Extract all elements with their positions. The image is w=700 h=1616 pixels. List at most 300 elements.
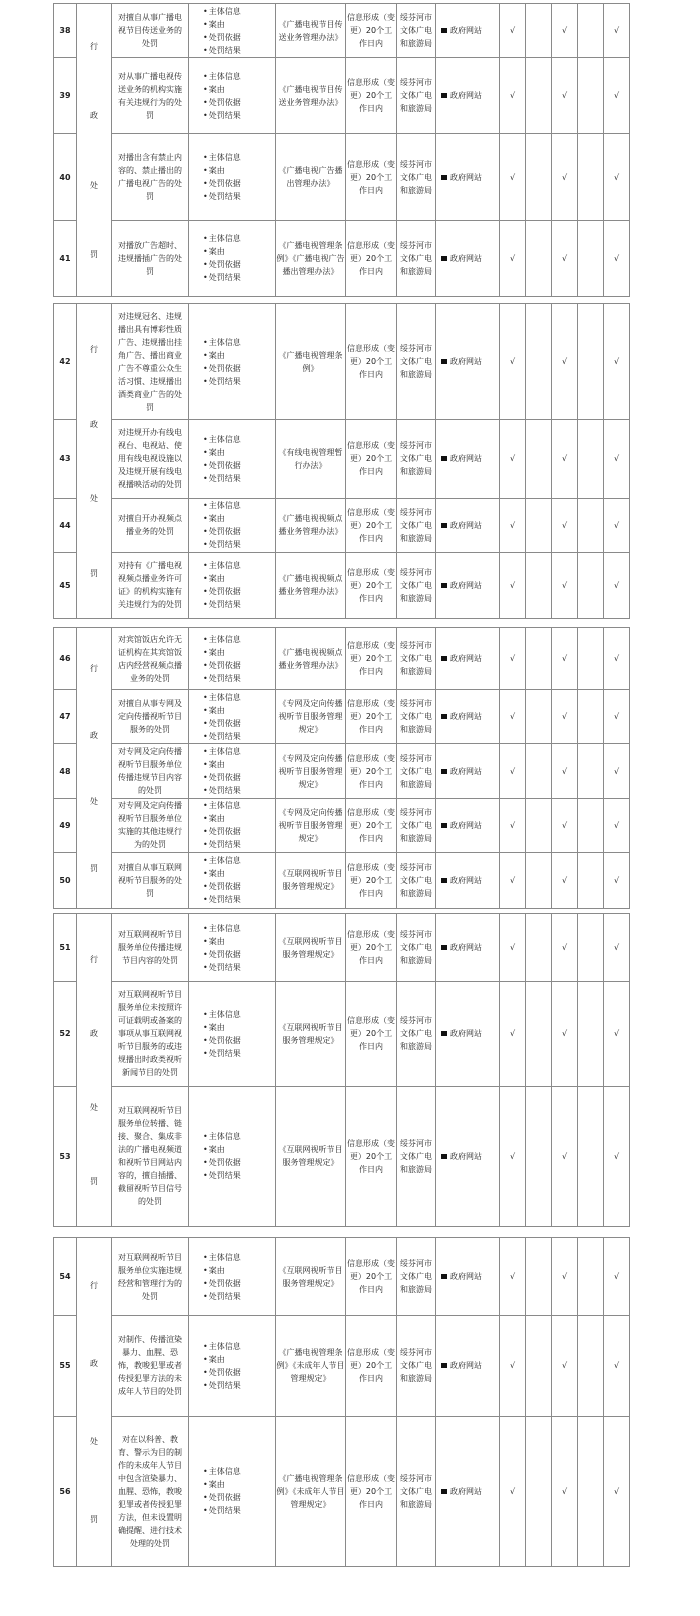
- content-item: • 处罚依据: [203, 1034, 275, 1047]
- row-number: 43: [54, 420, 77, 498]
- table-row: [54, 982, 630, 1086]
- square-bullet-icon: [441, 823, 447, 828]
- time-limit: 信息形成（变更）20个工作日内: [346, 1316, 397, 1416]
- time-limit: 信息形成（变更）20个工作日内: [346, 498, 397, 552]
- empty-cell: [578, 628, 604, 690]
- basis: 《广播电视管理条例》《未成年人节目管理规定》: [276, 1316, 346, 1416]
- subject: 绥芬河市文体广电和旅游局: [397, 4, 436, 58]
- disclosure-content: [189, 690, 276, 744]
- category-char: 政: [90, 420, 98, 429]
- content-item: • 案由: [203, 1021, 275, 1034]
- content-item: • 处罚结果: [203, 1379, 275, 1392]
- content-item: • 主体信息: [203, 854, 275, 867]
- empty-cell: [578, 304, 604, 420]
- square-bullet-icon: [441, 656, 447, 661]
- basis: 《广播电视视频点播业务管理办法》: [276, 628, 346, 690]
- basis: 《广播电视视频点播业务管理办法》: [276, 552, 346, 618]
- content-item: • 处罚依据: [203, 258, 275, 271]
- check-mark: √: [604, 798, 630, 852]
- category-char: 政: [90, 111, 98, 120]
- disclosure-content: [189, 852, 276, 908]
- check-mark: √: [500, 58, 526, 134]
- check-mark: √: [552, 914, 578, 982]
- empty-cell: [578, 58, 604, 134]
- channel: [436, 914, 500, 982]
- basis: 《广播电视视频点播业务管理办法》: [276, 498, 346, 552]
- check-mark: √: [500, 690, 526, 744]
- channel-label: 政府网站: [450, 943, 482, 953]
- disclosure-content: [189, 4, 276, 58]
- check-mark: √: [552, 304, 578, 420]
- table-row: [54, 498, 630, 552]
- content-item: • 案由: [203, 164, 275, 177]
- basis: 《有线电视管理暂行办法》: [276, 420, 346, 498]
- check-mark: √: [500, 304, 526, 420]
- category-char: 行: [90, 42, 98, 51]
- category-char: 处: [90, 1437, 98, 1446]
- disclosure-content: [189, 1086, 276, 1226]
- time-limit: 信息形成（变更）20个工作日内: [346, 134, 397, 220]
- basis: 《互联网视听节目服务管理规定》: [276, 852, 346, 908]
- check-mark: √: [604, 1086, 630, 1226]
- row-number: 49: [54, 798, 77, 852]
- basis: 《广播电视节目传送业务管理办法》: [276, 4, 346, 58]
- category-cell: [77, 4, 112, 297]
- check-mark: √: [604, 498, 630, 552]
- subject: 绥芬河市文体广电和旅游局: [397, 1238, 436, 1316]
- content-item: • 处罚结果: [203, 190, 275, 203]
- channel: [436, 744, 500, 798]
- check-mark: √: [552, 58, 578, 134]
- content-item: • 处罚依据: [203, 1156, 275, 1169]
- disclosure-content: [189, 744, 276, 798]
- empty-cell: [578, 852, 604, 908]
- content-item: • 处罚依据: [203, 1277, 275, 1290]
- check-mark: √: [500, 914, 526, 982]
- basis: 《广播电视管理条例》《广播电视广告播出管理办法》: [276, 220, 346, 296]
- item-name: 对在以科普、教育、警示为目的制作的未成年人节目中包含渲染暴力、血腥、恐怖，教唆犯罪或者传授犯罪方法，但未设置明确提醒、进行技术处理的处罚: [112, 1416, 189, 1566]
- content-item: • 主体信息: [203, 691, 275, 704]
- item-name: 对宾馆饭店允许无证机构在其宾馆饭店内经营视频点播业务的处罚: [112, 628, 189, 690]
- content-item: • 处罚结果: [203, 271, 275, 284]
- time-limit: 信息形成（变更）20个工作日内: [346, 58, 397, 134]
- table-row: [54, 58, 630, 134]
- content-item: • 案由: [203, 867, 275, 880]
- check-mark: √: [500, 1238, 526, 1316]
- disclosure-content: [189, 420, 276, 498]
- basis: 《专网及定向传播视听节目服务管理规定》: [276, 690, 346, 744]
- category-char: 行: [90, 664, 98, 673]
- empty-cell: [578, 744, 604, 798]
- subject: 绥芬河市文体广电和旅游局: [397, 220, 436, 296]
- empty-cell: [526, 304, 552, 420]
- channel: [436, 852, 500, 908]
- content-item: • 处罚结果: [203, 1047, 275, 1060]
- category-label: [77, 914, 111, 1226]
- content-item: • 处罚依据: [203, 1366, 275, 1379]
- empty-cell: [526, 4, 552, 58]
- empty-cell: [526, 1086, 552, 1226]
- content-item: • 处罚依据: [203, 659, 275, 672]
- channel: [436, 134, 500, 220]
- subject: 绥芬河市文体广电和旅游局: [397, 628, 436, 690]
- item-name: 对从事广播电视传送业务的机构实施有关违规行为的处罚: [112, 58, 189, 134]
- channel-label: 政府网站: [450, 520, 482, 530]
- disclosure-content: [189, 982, 276, 1086]
- row-number: 50: [54, 852, 77, 908]
- check-mark: √: [500, 628, 526, 690]
- content-item: • 案由: [203, 446, 275, 459]
- disclosure-content: [189, 58, 276, 134]
- square-bullet-icon: [441, 256, 447, 261]
- square-bullet-icon: [441, 1274, 447, 1279]
- table-row: [54, 1316, 630, 1416]
- channel: [436, 690, 500, 744]
- channel: [436, 58, 500, 134]
- empty-cell: [578, 1316, 604, 1416]
- time-limit: 信息形成（变更）20个工作日内: [346, 628, 397, 690]
- check-mark: √: [500, 220, 526, 296]
- subject: 绥芬河市文体广电和旅游局: [397, 552, 436, 618]
- table-row: [54, 420, 630, 498]
- check-mark: √: [500, 798, 526, 852]
- disclosure-content: [189, 304, 276, 420]
- item-name: 对制作、传播渲染暴力、血腥、恐怖，教唆犯罪或者传授犯罪方法的未成年人节目的处罚: [112, 1316, 189, 1416]
- content-item: • 处罚依据: [203, 31, 275, 44]
- row-number: 56: [54, 1416, 77, 1566]
- category-char: 罚: [90, 1177, 98, 1186]
- check-mark: √: [552, 552, 578, 618]
- content-item: • 案由: [203, 812, 275, 825]
- empty-cell: [526, 1416, 552, 1566]
- content-item: • 处罚结果: [203, 893, 275, 906]
- subject: 绥芬河市文体广电和旅游局: [397, 1086, 436, 1226]
- content-item: • 案由: [203, 512, 275, 525]
- check-mark: √: [604, 1238, 630, 1316]
- check-mark: √: [604, 58, 630, 134]
- row-number: 42: [54, 304, 77, 420]
- content-item: • 处罚结果: [203, 672, 275, 685]
- content-item: • 主体信息: [203, 1130, 275, 1143]
- subject: 绥芬河市文体广电和旅游局: [397, 1416, 436, 1566]
- empty-cell: [526, 798, 552, 852]
- check-mark: √: [552, 690, 578, 744]
- category-char: 处: [90, 181, 98, 190]
- channel-label: 政府网站: [450, 253, 482, 263]
- basis: 《互联网视听节目服务管理规定》: [276, 914, 346, 982]
- time-limit: 信息形成（变更）20个工作日内: [346, 304, 397, 420]
- square-bullet-icon: [441, 1154, 447, 1159]
- time-limit: 信息形成（变更）20个工作日内: [346, 744, 397, 798]
- table-row: [54, 4, 630, 58]
- content-item: • 主体信息: [203, 1340, 275, 1353]
- square-bullet-icon: [441, 175, 447, 180]
- channel-label: 政府网站: [450, 357, 482, 367]
- subject: 绥芬河市文体广电和旅游局: [397, 304, 436, 420]
- check-mark: √: [552, 498, 578, 552]
- content-item: • 处罚结果: [203, 375, 275, 388]
- time-limit: 信息形成（变更）20个工作日内: [346, 798, 397, 852]
- content-item: • 处罚结果: [203, 784, 275, 797]
- basis: 《专网及定向传播视听节目服务管理规定》: [276, 798, 346, 852]
- content-item: • 案由: [203, 1478, 275, 1491]
- table-row: [54, 690, 630, 744]
- check-mark: √: [604, 628, 630, 690]
- channel-label: 政府网站: [450, 1029, 482, 1039]
- check-mark: √: [500, 852, 526, 908]
- square-bullet-icon: [441, 583, 447, 588]
- content-item: • 主体信息: [203, 151, 275, 164]
- check-mark: √: [604, 552, 630, 618]
- content-item: • 案由: [203, 704, 275, 717]
- item-name: 对专网及定向传播视听节目服务单位传播违规节目内容的处罚: [112, 744, 189, 798]
- time-limit: 信息形成（变更）20个工作日内: [346, 420, 397, 498]
- category-char: 行: [90, 345, 98, 354]
- channel: [436, 304, 500, 420]
- time-limit: 信息形成（变更）20个工作日内: [346, 220, 397, 296]
- channel-label: 政府网站: [450, 1486, 482, 1496]
- check-mark: √: [552, 852, 578, 908]
- empty-cell: [526, 914, 552, 982]
- time-limit: 信息形成（变更）20个工作日内: [346, 1416, 397, 1566]
- item-name: 对违规冠名、违规播出具有博彩性质广告、违规播出挂角广告、播出商业广告不尊重公众生活习惯、违规播出酒类商业广告的处罚: [112, 304, 189, 420]
- square-bullet-icon: [441, 28, 447, 33]
- content-item: • 主体信息: [203, 232, 275, 245]
- category-char: 罚: [90, 569, 98, 578]
- row-number: 54: [54, 1238, 77, 1316]
- category-label: [77, 304, 111, 618]
- category-cell: [77, 304, 112, 619]
- content-item: • 处罚依据: [203, 825, 275, 838]
- row-number: 39: [54, 58, 77, 134]
- check-mark: √: [552, 798, 578, 852]
- item-name: 对擅自从事专网及定向传播视听节目服务的处罚: [112, 690, 189, 744]
- square-bullet-icon: [441, 769, 447, 774]
- content-item: • 处罚依据: [203, 177, 275, 190]
- check-mark: √: [604, 1316, 630, 1416]
- square-bullet-icon: [441, 878, 447, 883]
- content-item: • 处罚结果: [203, 730, 275, 743]
- basis: 《广播电视节目传送业务管理办法》: [276, 58, 346, 134]
- table-row: [54, 744, 630, 798]
- content-item: • 案由: [203, 18, 275, 31]
- table-row: [54, 304, 630, 420]
- disclosure-content: [189, 1238, 276, 1316]
- empty-cell: [578, 1086, 604, 1226]
- content-item: • 主体信息: [203, 633, 275, 646]
- disclosure-content: [189, 1416, 276, 1566]
- content-item: • 处罚依据: [203, 948, 275, 961]
- check-mark: √: [552, 1086, 578, 1226]
- item-name: 对播放广告超时、违规播插广告的处罚: [112, 220, 189, 296]
- time-limit: 信息形成（变更）20个工作日内: [346, 982, 397, 1086]
- content-item: • 案由: [203, 349, 275, 362]
- channel: [436, 1086, 500, 1226]
- square-bullet-icon: [441, 945, 447, 950]
- disclosure-content: [189, 498, 276, 552]
- table-row: [54, 1416, 630, 1566]
- content-item: • 处罚依据: [203, 1491, 275, 1504]
- content-item: • 案由: [203, 1143, 275, 1156]
- empty-cell: [526, 982, 552, 1086]
- subject: 绥芬河市文体广电和旅游局: [397, 498, 436, 552]
- check-mark: √: [500, 1416, 526, 1566]
- check-mark: √: [552, 1238, 578, 1316]
- content-item: • 主体信息: [203, 559, 275, 572]
- row-number: 38: [54, 4, 77, 58]
- square-bullet-icon: [441, 359, 447, 364]
- table-row: [54, 552, 630, 618]
- empty-cell: [578, 798, 604, 852]
- table-row: [54, 852, 630, 908]
- check-mark: √: [500, 4, 526, 58]
- channel-label: 政府网站: [450, 654, 482, 664]
- row-number: 41: [54, 220, 77, 296]
- content-item: • 处罚结果: [203, 1504, 275, 1517]
- empty-cell: [578, 1238, 604, 1316]
- disclosure-content: [189, 134, 276, 220]
- item-name: 对互联网视听节目服务单位实施违规经营和管理行为的处罚: [112, 1238, 189, 1316]
- section-table: [53, 1237, 630, 1567]
- time-limit: 信息形成（变更）20个工作日内: [346, 914, 397, 982]
- square-bullet-icon: [441, 714, 447, 719]
- check-mark: √: [552, 134, 578, 220]
- row-number: 51: [54, 914, 77, 982]
- channel-label: 政府网站: [450, 1361, 482, 1371]
- check-mark: √: [604, 134, 630, 220]
- content-item: • 处罚依据: [203, 880, 275, 893]
- category-char: 处: [90, 494, 98, 503]
- content-item: • 主体信息: [203, 433, 275, 446]
- category-label: [77, 628, 111, 908]
- check-mark: √: [604, 690, 630, 744]
- empty-cell: [526, 498, 552, 552]
- empty-cell: [578, 552, 604, 618]
- time-limit: 信息形成（变更）20个工作日内: [346, 1238, 397, 1316]
- content-item: • 主体信息: [203, 5, 275, 18]
- content-item: • 处罚依据: [203, 771, 275, 784]
- category-cell: [77, 1238, 112, 1567]
- table-row: [54, 1238, 630, 1316]
- category-char: 行: [90, 955, 98, 964]
- content-item: • 处罚结果: [203, 1169, 275, 1182]
- time-limit: 信息形成（变更）20个工作日内: [346, 690, 397, 744]
- table-row: [54, 1086, 630, 1226]
- content-item: • 处罚结果: [203, 109, 275, 122]
- section-table: [53, 913, 630, 1227]
- check-mark: √: [552, 1316, 578, 1416]
- content-item: • 处罚依据: [203, 362, 275, 375]
- category-char: 罚: [90, 864, 98, 873]
- check-mark: √: [552, 982, 578, 1086]
- check-mark: √: [604, 982, 630, 1086]
- empty-cell: [526, 1316, 552, 1416]
- content-item: • 主体信息: [203, 922, 275, 935]
- square-bullet-icon: [441, 523, 447, 528]
- subject: 绥芬河市文体广电和旅游局: [397, 798, 436, 852]
- category-char: 处: [90, 1103, 98, 1112]
- basis: 《广播电视管理条例》: [276, 304, 346, 420]
- category-cell: [77, 914, 112, 1227]
- category-char: 政: [90, 1359, 98, 1368]
- empty-cell: [526, 744, 552, 798]
- disclosure-content: [189, 798, 276, 852]
- channel-label: 政府网站: [450, 875, 482, 885]
- row-number: 40: [54, 134, 77, 220]
- item-name: 对互联网视听节目服务单位未按照许可证载明或备案的事项从事互联网视听节目服务的或违规播出时政类视听新闻节目的处罚: [112, 982, 189, 1086]
- check-mark: √: [604, 852, 630, 908]
- empty-cell: [578, 982, 604, 1086]
- item-name: 对持有《广播电视视频点播业务许可证》的机构实施有关违规行为的处罚: [112, 552, 189, 618]
- time-limit: 信息形成（变更）20个工作日内: [346, 552, 397, 618]
- item-name: 对播出含有禁止内容的、禁止播出的广播电视广告的处罚: [112, 134, 189, 220]
- section-table: [53, 3, 630, 297]
- check-mark: √: [552, 744, 578, 798]
- check-mark: √: [552, 628, 578, 690]
- empty-cell: [578, 420, 604, 498]
- category-label: [77, 1238, 111, 1566]
- content-item: • 案由: [203, 245, 275, 258]
- category-label: [77, 4, 111, 296]
- disclosure-content: [189, 552, 276, 618]
- content-item: • 主体信息: [203, 70, 275, 83]
- check-mark: √: [552, 4, 578, 58]
- square-bullet-icon: [441, 1031, 447, 1036]
- check-mark: √: [500, 498, 526, 552]
- item-name: 对擅自开办视频点播业务的处罚: [112, 498, 189, 552]
- square-bullet-icon: [441, 1489, 447, 1494]
- content-item: • 处罚结果: [203, 44, 275, 57]
- empty-cell: [526, 1238, 552, 1316]
- item-name: 对专网及定向传播视听节目服务单位实施的其他违规行为的处罚: [112, 798, 189, 852]
- check-mark: √: [500, 420, 526, 498]
- empty-cell: [578, 220, 604, 296]
- channel-label: 政府网站: [450, 820, 482, 830]
- row-number: 48: [54, 744, 77, 798]
- empty-cell: [578, 690, 604, 744]
- content-item: • 案由: [203, 572, 275, 585]
- content-item: • 案由: [203, 1353, 275, 1366]
- item-name: 对擅自从事互联网视听节目服务的处罚: [112, 852, 189, 908]
- check-mark: √: [604, 4, 630, 58]
- disclosure-content: [189, 1316, 276, 1416]
- empty-cell: [578, 4, 604, 58]
- section-table: [53, 627, 630, 909]
- basis: 《互联网视听节目服务管理规定》: [276, 1086, 346, 1226]
- empty-cell: [578, 498, 604, 552]
- table-row: [54, 798, 630, 852]
- content-item: • 主体信息: [203, 799, 275, 812]
- check-mark: √: [604, 220, 630, 296]
- content-item: • 处罚依据: [203, 585, 275, 598]
- basis: 《互联网视听节目服务管理规定》: [276, 1238, 346, 1316]
- channel-label: 政府网站: [450, 172, 482, 182]
- check-mark: √: [604, 420, 630, 498]
- time-limit: 信息形成（变更）20个工作日内: [346, 1086, 397, 1226]
- disclosure-content: [189, 628, 276, 690]
- channel-label: 政府网站: [450, 454, 482, 464]
- check-mark: √: [604, 304, 630, 420]
- row-number: 44: [54, 498, 77, 552]
- check-mark: √: [552, 420, 578, 498]
- subject: 绥芬河市文体广电和旅游局: [397, 58, 436, 134]
- content-item: • 处罚依据: [203, 717, 275, 730]
- empty-cell: [578, 914, 604, 982]
- basis: 《专网及定向传播视听节目服务管理规定》: [276, 744, 346, 798]
- category-char: 行: [90, 1281, 98, 1290]
- item-name: 对违规开办有线电视台、电视站、使用有线电视设施以及违规开展有线电视播映活动的处罚: [112, 420, 189, 498]
- row-number: 45: [54, 552, 77, 618]
